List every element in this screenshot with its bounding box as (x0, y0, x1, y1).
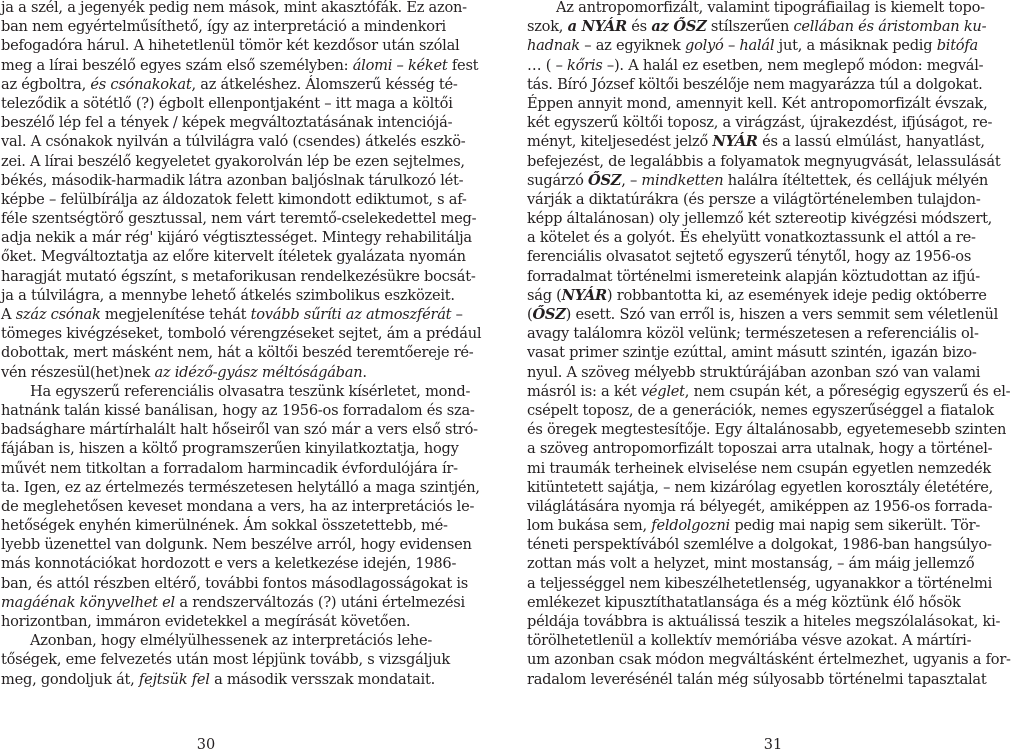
text-line (527, 56, 984, 75)
text-line (1, 554, 457, 573)
text-line (1, 0, 467, 17)
text-segment: – az egyiknek (579, 37, 685, 55)
text-line (1, 516, 448, 535)
text-segment: Az antropomorfizált, valamint tipográfiailag is kiemelt topo- (556, 0, 985, 16)
text-segment: badsághare mártírhalált halt hőseiről van szó már a vers első stró- (1, 421, 478, 439)
text-segment: . (362, 363, 367, 381)
text-segment: ferenciális olvasatot sejtető egyszerű ténytől, hogy az 1956-os (527, 248, 972, 266)
right-page (480, 0, 1011, 753)
text-segment: mindketten (641, 171, 724, 189)
text-line (1, 650, 450, 669)
text-line (527, 247, 972, 266)
text-segment: vén részesül(het)nek (1, 363, 155, 381)
text-segment: … ( – (527, 56, 568, 74)
text-line (1, 439, 459, 458)
text-segment: ta. Igen, ez az értelmezés természetesen helytálló a maga szintjén, (1, 478, 480, 496)
text-line (527, 478, 993, 497)
text-line (527, 670, 987, 689)
text-segment: halálra ítéltettek, és cellájuk mélyén (723, 171, 989, 189)
text-segment: nyul. A szöveg mélyebb struktúrájában azonban szó van valami (527, 363, 981, 381)
left-page-text (1, 0, 482, 689)
text-segment: sugárzó (527, 171, 589, 189)
text-segment: forradalmat történelmi ismereteink alapján köztudottan az ifjú- (527, 267, 980, 285)
text-segment: tömeges kivégzéseket, tomboló vérengzéseket sejtet, ám a prédául (1, 325, 482, 343)
text-segment: a második versszak mondatait. (209, 670, 435, 688)
text-line (1, 363, 413, 382)
text-segment: jut, a másiknak pedig (774, 37, 937, 55)
text-line (1, 190, 467, 209)
text-segment: és a lassú elmúlást, hanyatlást, (757, 133, 985, 151)
text-segment: golyó (685, 37, 724, 55)
text-line (1, 286, 455, 305)
text-segment: és (626, 18, 652, 36)
text-segment: emlékezet kipusztíthatatlansága és a még köztünk élő hősök (527, 593, 961, 611)
text-segment: kitüntetett sajátja, – nem kizárólag egyetlen korosztály életétére, (527, 478, 993, 496)
text-segment: mi traumák terheinek elviselése nem csupán egyetlen nemzedék (527, 459, 991, 477)
text-line (527, 152, 1001, 171)
text-line (527, 439, 993, 458)
text-line (527, 420, 1007, 439)
text-segment: békés, második-harmadik látra azonban baljóslnak tárulkozó lét- (1, 171, 464, 189)
text-line (527, 286, 987, 305)
text-line (527, 132, 985, 151)
text-segment: hatnánk talán kissé banálisan, hogy az 1956-os forradalom és sza- (1, 401, 475, 419)
text-line (1, 497, 475, 516)
text-segment: két egyszerű költői toposz, a virágzást, újrakezdést, ifjúságot, re- (527, 114, 993, 132)
text-segment: szok, (527, 18, 568, 36)
text-line (1, 612, 413, 631)
text-segment: cellában és áristomban ku- (793, 18, 987, 36)
text-segment: várják a diktatúrákra (és persze a világtörténelemben tulajdon- (527, 190, 981, 208)
text-segment: őket. Megváltoztatja az előre kitervelt ítéletek gyalázata nyomán (1, 248, 466, 266)
text-segment: , – (621, 171, 642, 189)
text-segment: ban, és attól részben eltérő, további fontos másodlagosságokat is (1, 574, 469, 592)
text-line (1, 574, 469, 593)
text-segment: haragját mutató égszínt, s metaforikusan rendelkezésükre bocsát- (1, 267, 476, 285)
text-line (1, 420, 478, 439)
text-segment: ) robbantotta ki, az események ideje pedig októberre (606, 286, 987, 304)
text-segment: meg, gondoljuk át, (1, 670, 139, 688)
text-line (1, 152, 465, 171)
text-line (1, 267, 476, 286)
text-segment: és csónakokat (90, 75, 192, 93)
text-segment: NYÁR (712, 133, 758, 151)
text-segment: tovább sűríti az atmoszférát (250, 306, 452, 323)
text-line (527, 75, 983, 94)
text-line (1, 670, 435, 689)
text-segment: és öregek megtestesítője. Egy általánosabb, egyetemesebb szinten (527, 421, 1007, 439)
text-segment: meg a lírai beszélő egyes szám első személyben: (1, 56, 353, 74)
text-segment: de meglehetősen keveset mondana a vers, ha az interpretációs le- (1, 497, 475, 515)
text-segment: pedig mai napig sem sikerült. Tör- (729, 517, 981, 535)
text-line (527, 228, 976, 247)
text-segment: fájában is, hiszen a költő programszerűen kinyilatkoztatja, hogy (1, 440, 459, 458)
text-segment: A (1, 306, 16, 323)
text-segment: lom bukása sem, (527, 517, 652, 535)
text-line (527, 650, 1011, 669)
text-segment: – (451, 306, 463, 323)
text-segment: beszélő lép fel a tények / képek megváltoztatásának intenciójá- (1, 114, 453, 132)
text-segment: ban nem egyértelműsíthető, így az interpretáció a mindenkori (1, 18, 446, 36)
text-line (527, 497, 993, 516)
text-segment: vasat primer szintje ezúttal, amint másutt szintén, igazán bizo- (527, 344, 977, 362)
text-segment: ) esett. Szó van erről is, hiszen a vers semmit sem véletlenül (565, 306, 999, 323)
text-line (527, 17, 987, 36)
text-segment: ja a szél, a jegenyék pedig nem mások, mint akasztófák. Ez azon- (1, 0, 467, 16)
text-segment: megjelenítése tehát (100, 306, 251, 323)
text-segment: törölhetetlenül a kollektív memóriába vésve azokat. A mártíri- (527, 632, 972, 650)
right-page-text (527, 0, 1011, 689)
text-segment: az idéző-gyász méltóságában (154, 363, 363, 381)
text-segment: lyebb üzenettel van dolgunk. Nem beszélve arról, hogy evidensen (1, 536, 472, 554)
text-segment: zei. A lírai beszélő kegyeletet gyakorolván lép be ezen sejtelmes, (1, 152, 465, 170)
text-segment: képp általánosan) oly jellemző két sztereotip kivégzési módszert, (527, 210, 993, 228)
text-segment: Ha egyszerű referenciális olvasatra teszünk kísérletet, mond- (30, 382, 471, 400)
text-line (1, 343, 474, 362)
text-line (1, 36, 460, 55)
text-line (1, 113, 453, 132)
text-segment: dobottak, mert másként nem, hát a költői beszéd teremtőereje ré- (1, 344, 474, 362)
text-line (1, 324, 482, 343)
text-line (527, 113, 993, 132)
text-segment: száz csónak (15, 306, 101, 323)
text-segment: más konnotációkat hordozott e vers a keletkezése idején, 1986- (1, 555, 457, 573)
text-segment: –). A halál ez esetben, nem meglepő módon: megvál- (602, 56, 984, 74)
text-line (527, 305, 999, 324)
text-line (527, 535, 992, 554)
text-segment: téneti perspektívából szemlélve a dolgokat, 1986-ban hangsúlyo- (527, 536, 992, 554)
text-line (527, 363, 981, 382)
text-segment: , nem csupán két, a pőreségig egyszerű és el- (684, 382, 1011, 400)
text-line (527, 574, 993, 593)
text-line (1, 305, 463, 324)
text-segment: a teljességgel nem kibeszélhetetlenség, ugyanakkor a történelmi (527, 574, 993, 592)
text-segment: Azonban, hogy elmélyülhessenek az interpretációs lehe- (30, 632, 433, 650)
text-segment: teleződik a sötétlő (?) égbolt ellenpontjaként – itt maga a költői (1, 94, 453, 112)
text-segment: ŐSZ (532, 306, 566, 323)
text-line (1, 401, 475, 420)
text-segment: ŐSZ (588, 171, 622, 189)
text-line (1, 75, 458, 94)
text-line (1, 209, 477, 228)
text-segment: féle szentségtörő gesztussal, nem várt teremtő-cselekedettel meg- (1, 210, 477, 228)
text-line (527, 593, 961, 612)
text-segment: bitófa (936, 37, 978, 55)
text-segment: stílszerűen (706, 18, 794, 36)
text-segment: , az átkeléshez. Álomszerű késség té- (191, 75, 458, 93)
text-segment: fest (447, 56, 479, 74)
text-line (527, 631, 972, 650)
text-segment: – (723, 37, 740, 55)
text-line (527, 94, 988, 113)
text-segment: adja nekik a már rég' kijáró végtisztességet. Mintegy rehabilitálja (1, 229, 472, 247)
text-segment: csépelt toposz, de a generációk, nemes egyszerűséggel a fiatalok (527, 401, 994, 419)
text-segment: feldolgozni (651, 517, 730, 535)
text-line (527, 343, 977, 362)
text-line (1, 535, 472, 554)
text-line (527, 612, 1001, 631)
text-line (527, 36, 978, 55)
text-line (1, 171, 464, 190)
left-page (0, 0, 480, 752)
text-segment: tás. Bíró József költői beszélője nem magyarázza túl a dolgokat. (527, 75, 983, 93)
text-line (527, 0, 985, 17)
text-segment: magáénak könyvelhet el (1, 593, 175, 611)
text-line (527, 267, 980, 286)
text-line (1, 593, 465, 612)
text-segment: befogadóra hárul. A hihetetlenül tömör két kezdősor után szólal (1, 37, 460, 55)
text-segment: példája továbbra is aktuálissá teszik a hiteles megszólalásokat, ki- (527, 613, 1001, 630)
text-line (527, 401, 994, 420)
text-segment: fejtsük fel (138, 670, 210, 688)
text-segment: a rendszerváltozás (?) utáni értelmezési (174, 593, 465, 611)
right-page-number: 31 (763, 737, 783, 753)
text-segment: művét nem titkoltan a forradalom harmincadik évfordulójára ír- (1, 459, 458, 477)
text-segment: a szöveg antropomorfizált toposzai arra utalnak, hogy a történel- (527, 440, 993, 458)
text-segment: ja a túlvilágra, a mennybe lehető átkelés szimbolikus eszközeit. (1, 286, 455, 304)
text-line (1, 631, 433, 650)
text-segment: horizontban, immáron evidetekkel a megírását követően. (1, 613, 411, 630)
text-segment: NYÁR (561, 286, 607, 304)
text-line (1, 17, 446, 36)
text-segment: hetőségek enyhén kimerülnének. Ám sokkal összetettebb, mé- (1, 517, 448, 535)
text-segment: hadnak (527, 37, 580, 55)
text-line (527, 190, 981, 209)
text-segment: zottan más volt a helyzet, mint mostanság, – ám máig jellemző (527, 555, 975, 573)
text-line (1, 56, 479, 75)
text-segment: val. A csónakok nyilván a túlvilágra való (csendes) átkelés eszkö- (1, 133, 466, 151)
text-segment: álomi – kéket (352, 56, 448, 74)
text-segment: a NYÁR (567, 18, 627, 36)
text-segment: radalom leverésénél talán még súlyosabb történelmi tapasztalat (527, 670, 987, 688)
text-segment: az ŐSZ (651, 18, 707, 36)
text-segment: a kötelet és a golyót. És ehelyütt vonatkoztassunk el attól a re- (527, 229, 976, 247)
text-segment: kőris (567, 56, 603, 74)
text-line (527, 516, 981, 535)
text-segment: tőségek, eme felvezetés után most lépjünk tovább, s vizsgáljuk (1, 651, 450, 669)
text-segment: um azonban csak módon megváltásként értelmezhet, ugyanis a for- (527, 651, 1011, 669)
text-line (527, 382, 1011, 401)
text-segment: az égboltra, (1, 75, 91, 93)
text-segment: ( (527, 306, 533, 323)
text-segment: ményt, kiteljesedést jelző (527, 133, 713, 151)
text-line (1, 478, 480, 497)
text-segment: véglet (640, 382, 685, 400)
text-line (527, 459, 991, 478)
text-line (527, 209, 993, 228)
text-segment: képbe – felülbírálja az áldozatok felett kimondott ediktumot, s af- (1, 190, 467, 208)
text-line (1, 228, 472, 247)
text-segment: halál (739, 37, 775, 55)
text-segment: avagy találomra közöl velünk; természetesen a referenciális ol- (527, 325, 979, 343)
left-page-number: 30 (196, 737, 216, 753)
text-line (1, 132, 466, 151)
text-segment: Éppen annyit mond, amennyit kell. Két antropomorfizált évszak, (527, 94, 988, 112)
text-segment: ság ( (527, 286, 562, 304)
text-segment: másról is: a két (527, 382, 641, 400)
text-segment: befejezést, de legalábbis a folyamatok megnyugvását, lelassulását (527, 152, 1001, 170)
text-segment: világlátására nyomja rá bélyegét, amiképpen az 1956-os forrada- (527, 497, 993, 515)
text-line (1, 247, 466, 266)
text-line (527, 324, 979, 343)
text-line (527, 554, 975, 573)
text-line (527, 171, 989, 190)
text-line (1, 382, 471, 401)
text-line (1, 459, 458, 478)
text-line (1, 94, 453, 113)
